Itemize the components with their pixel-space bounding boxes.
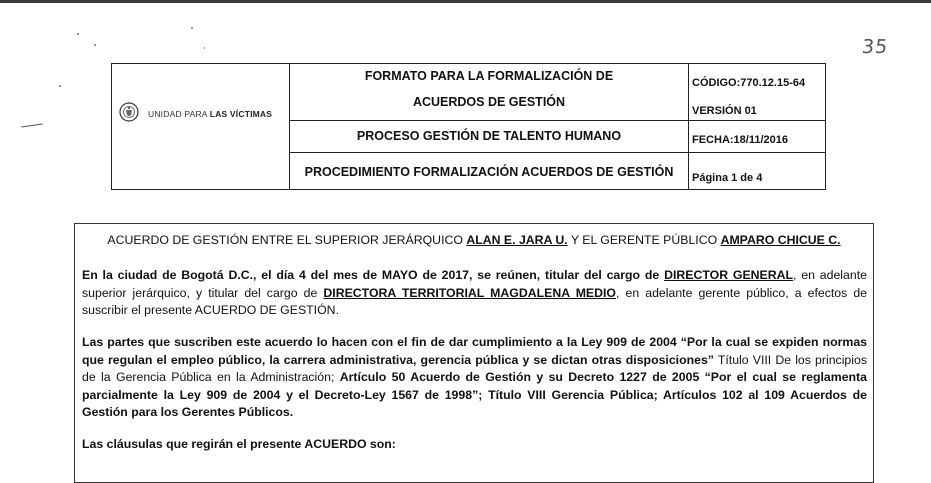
document-code: CÓDIGO:770.12.15-64 [692,77,806,89]
page-indicator: Página 1 de 4 [692,172,763,184]
p1-text-b: , en adelante superior jerárquico, y titular del cargo de [82,268,867,300]
scan-speck [191,27,193,29]
document-header-table [111,63,826,190]
superior-name: ALAN E. JARA U. [466,233,568,247]
agreement-body [74,223,874,483]
p2-text-a: Las partes que suscriben este acuerdo lo hacen con el fin de dar cumplimiento a la Ley 909 de 2004 “Por la cual se expiden normas que regulan el empleo público, la carrera administrativa, gerencia pública y se dictan otras disposiciones” [82,335,867,367]
manager-role: DIRECTORA TERRITORIAL MAGDALENA MEDIO [323,285,616,300]
scan-speck [59,85,61,87]
handwritten-page-number: 35 [860,36,890,58]
title-prefix: ACUERDO DE GESTIÓN ENTRE EL SUPERIOR JERÁRQUICO [107,233,467,247]
logo-name: LAS VÍCTIMAS [209,109,273,119]
coat-of-arms-icon [119,102,139,122]
agreement-title [75,232,873,250]
format-title-line1: FORMATO PARA LA FORMALIZACIÓN DE [364,69,614,83]
scan-speck [77,33,79,35]
format-title-line2: ACUERDOS DE GESTIÓN [412,95,566,109]
logo-cell [112,64,289,189]
header-divider [289,152,826,153]
p1-text-c: , en adelante gerente público, a efectos de suscribir el presente ACUERDO DE GESTIÓN. [82,285,868,317]
scan-speck [204,47,205,49]
paragraph-legal-basis [82,334,867,422]
paragraph-clauses-intro [82,436,867,454]
p1-text-a: En la ciudad de Bogotá D.C., el día 4 del mes de MAYO de 2017, se reúnen, titular del cargo de [82,268,665,282]
procedure-name: PROCEDIMIENTO FORMALIZACIÓN ACUERDOS DE GESTIÓN [304,165,674,179]
header-divider [688,64,689,189]
scan-mark [21,123,43,127]
logo-prefix: UNIDAD PARA [148,109,208,119]
document-date: FECHA:18/11/2016 [692,134,788,146]
superior-role: DIRECTOR GENERAL [664,268,794,282]
title-middle: Y EL GERENTE PÚBLICO [567,233,721,247]
document-version: VERSIÓN 01 [692,105,757,117]
header-divider [289,120,826,121]
p2-text-b: Título VIII De los principios de la Gerencia Pública en la Administración; [82,352,867,384]
top-border [0,0,931,3]
p3-text: Las cláusulas que regirán el presente ACUERDO son: [82,437,396,451]
paragraph-meeting [82,267,867,320]
scan-speck [94,44,96,46]
process-name: PROCESO GESTIÓN DE TALENTO HUMANO [356,129,622,143]
p2-text-c: Artículo 50 Acuerdo de Gestión y su Decreto 1227 de 2005 “Por el cual se reglamenta parcialmente la Ley 909 de 2004 y el Decreto-Ley 1567 de 1998”; Título VIII Gerencia Pública; Artículos 102 al 109 Acuerdos de Gestión para los Gerentes Públicos. [82,370,867,419]
manager-name: AMPARO CHICUE C. [720,233,841,247]
logo-wordmark [148,109,272,119]
